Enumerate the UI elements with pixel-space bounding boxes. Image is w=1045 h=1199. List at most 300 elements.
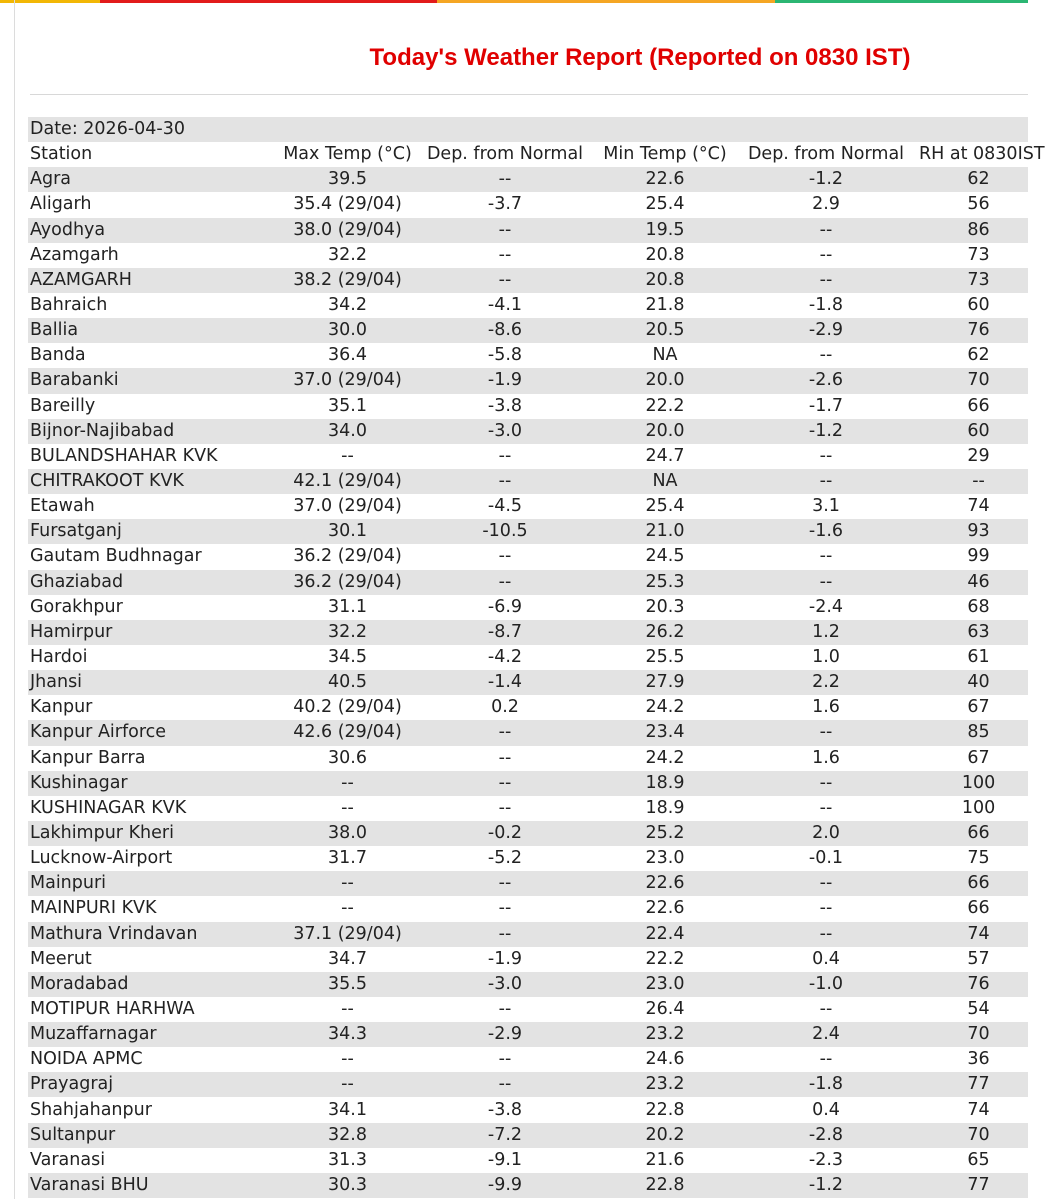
- table-row: [28, 720, 1028, 745]
- station-name: Moradabad: [28, 972, 270, 997]
- max-temp-departure: --: [425, 544, 585, 569]
- table-row: [28, 218, 1028, 243]
- station-name: Etawah: [28, 494, 270, 519]
- max-temp-departure: --: [425, 167, 585, 192]
- relative-humidity: 66: [907, 896, 1028, 921]
- station-name: Fursatganj: [28, 519, 270, 544]
- station-name: CHITRAKOOT KVK: [28, 469, 270, 494]
- min-temp: 27.9: [585, 670, 745, 695]
- relative-humidity: 40: [907, 670, 1028, 695]
- min-temp-departure: -1.8: [745, 293, 907, 318]
- relative-humidity: --: [907, 469, 1028, 494]
- report-title: Today's Weather Report (Reported on 0830 IST): [369, 44, 911, 71]
- min-temp: 25.4: [585, 192, 745, 217]
- table-row: [28, 846, 1028, 871]
- station-name: Gorakhpur: [28, 595, 270, 620]
- station-name: BULANDSHAHAR KVK: [28, 444, 270, 469]
- station-name: Sultanpur: [28, 1123, 270, 1148]
- max-temp-departure: -1.4: [425, 670, 585, 695]
- min-temp-departure: 2.4: [745, 1022, 907, 1047]
- max-temp-departure: --: [425, 997, 585, 1022]
- max-temp-departure: -3.8: [425, 1097, 585, 1122]
- max-temp: 32.2: [270, 620, 425, 645]
- table-row: [28, 620, 1028, 645]
- station-name: Aligarh: [28, 192, 270, 217]
- table-row: [28, 947, 1028, 972]
- station-name: Bijnor-Najibabad: [28, 419, 270, 444]
- min-temp: 24.5: [585, 544, 745, 569]
- table-row: [28, 922, 1028, 947]
- table-row: [28, 192, 1028, 217]
- station-name: Agra: [28, 167, 270, 192]
- table-row: [28, 1047, 1028, 1072]
- max-temp-departure: -3.7: [425, 192, 585, 217]
- table-row: [28, 796, 1028, 821]
- max-temp-departure: -4.5: [425, 494, 585, 519]
- max-temp: 34.3: [270, 1022, 425, 1047]
- table-row: [28, 343, 1028, 368]
- min-temp-departure: 1.2: [745, 620, 907, 645]
- column-header-station: Station: [28, 142, 270, 167]
- relative-humidity: 67: [907, 746, 1028, 771]
- relative-humidity: 61: [907, 645, 1028, 670]
- min-temp: 23.0: [585, 972, 745, 997]
- table-row: [28, 519, 1028, 544]
- max-temp: --: [270, 444, 425, 469]
- min-temp: 24.2: [585, 746, 745, 771]
- station-name: Bareilly: [28, 394, 270, 419]
- min-temp: 22.6: [585, 896, 745, 921]
- min-temp-departure: --: [745, 444, 907, 469]
- table-row: [28, 469, 1028, 494]
- station-name: Varanasi: [28, 1148, 270, 1173]
- min-temp-departure: --: [745, 771, 907, 796]
- max-temp-departure: -0.2: [425, 821, 585, 846]
- max-temp: --: [270, 1072, 425, 1097]
- max-temp-departure: -8.7: [425, 620, 585, 645]
- relative-humidity: 100: [907, 771, 1028, 796]
- station-name: Ballia: [28, 318, 270, 343]
- table-row: [28, 595, 1028, 620]
- max-temp: 34.5: [270, 645, 425, 670]
- max-temp-departure: -1.9: [425, 947, 585, 972]
- table-row: [28, 544, 1028, 569]
- max-temp-departure: -9.9: [425, 1173, 585, 1198]
- station-name: AZAMGARH: [28, 268, 270, 293]
- left-border-line: [14, 0, 15, 1199]
- table-row: [28, 243, 1028, 268]
- relative-humidity: 70: [907, 1022, 1028, 1047]
- min-temp: 22.2: [585, 947, 745, 972]
- max-temp: --: [270, 796, 425, 821]
- max-temp: 34.7: [270, 947, 425, 972]
- relative-humidity: 46: [907, 570, 1028, 595]
- min-temp: 23.0: [585, 846, 745, 871]
- max-temp: 31.7: [270, 846, 425, 871]
- min-temp-departure: 3.1: [745, 494, 907, 519]
- station-name: KUSHINAGAR KVK: [28, 796, 270, 821]
- max-temp: 32.2: [270, 243, 425, 268]
- min-temp: 20.8: [585, 268, 745, 293]
- max-temp: 30.0: [270, 318, 425, 343]
- min-temp: NA: [585, 469, 745, 494]
- table-row: [28, 871, 1028, 896]
- station-name: Mainpuri: [28, 871, 270, 896]
- max-temp: 30.3: [270, 1173, 425, 1198]
- min-temp: 24.2: [585, 695, 745, 720]
- relative-humidity: 86: [907, 218, 1028, 243]
- table-row: [28, 821, 1028, 846]
- station-name: Varanasi BHU: [28, 1173, 270, 1198]
- min-temp: 26.2: [585, 620, 745, 645]
- max-temp-departure: -3.8: [425, 394, 585, 419]
- relative-humidity: 36: [907, 1047, 1028, 1072]
- stripe-segment-orange: [437, 0, 775, 3]
- min-temp-departure: 2.2: [745, 670, 907, 695]
- max-temp-departure: -6.9: [425, 595, 585, 620]
- table-row: [28, 1148, 1028, 1173]
- table-row: [28, 771, 1028, 796]
- max-temp: 36.2 (29/04): [270, 570, 425, 595]
- min-temp-departure: -0.1: [745, 846, 907, 871]
- relative-humidity: 62: [907, 343, 1028, 368]
- relative-humidity: 66: [907, 871, 1028, 896]
- weather-report-table: [28, 117, 1045, 1198]
- min-temp: 26.4: [585, 997, 745, 1022]
- min-temp: 22.6: [585, 871, 745, 896]
- max-temp-departure: --: [425, 922, 585, 947]
- table-row: [28, 318, 1028, 343]
- station-name: Ghaziabad: [28, 570, 270, 595]
- max-temp-departure: --: [425, 1072, 585, 1097]
- relative-humidity: 77: [907, 1173, 1028, 1198]
- table-header-row: [28, 142, 1028, 167]
- min-temp-departure: --: [745, 871, 907, 896]
- date-row: [28, 117, 1028, 142]
- relative-humidity: 100: [907, 796, 1028, 821]
- relative-humidity: 76: [907, 318, 1028, 343]
- table-row: [28, 494, 1028, 519]
- max-temp: 37.0 (29/04): [270, 494, 425, 519]
- relative-humidity: 66: [907, 821, 1028, 846]
- max-temp: 35.1: [270, 394, 425, 419]
- table-row: [28, 1123, 1028, 1148]
- max-temp-departure: -4.1: [425, 293, 585, 318]
- min-temp-departure: 1.0: [745, 645, 907, 670]
- max-temp: 39.5: [270, 167, 425, 192]
- min-temp: 20.8: [585, 243, 745, 268]
- max-temp: 42.1 (29/04): [270, 469, 425, 494]
- min-temp-departure: -2.8: [745, 1123, 907, 1148]
- station-name: Hamirpur: [28, 620, 270, 645]
- stripe-segment-red: [100, 0, 437, 3]
- max-temp-departure: --: [425, 796, 585, 821]
- table-row: [28, 293, 1028, 318]
- min-temp: 25.5: [585, 645, 745, 670]
- relative-humidity: 62: [907, 167, 1028, 192]
- max-temp-departure: --: [425, 1047, 585, 1072]
- min-temp-departure: 2.9: [745, 192, 907, 217]
- min-temp: 25.2: [585, 821, 745, 846]
- min-temp-departure: 0.4: [745, 947, 907, 972]
- relative-humidity: 68: [907, 595, 1028, 620]
- max-temp-departure: --: [425, 771, 585, 796]
- relative-humidity: 54: [907, 997, 1028, 1022]
- min-temp: 21.8: [585, 293, 745, 318]
- relative-humidity: 74: [907, 1097, 1028, 1122]
- max-temp-departure: -2.9: [425, 1022, 585, 1047]
- min-temp: 18.9: [585, 796, 745, 821]
- max-temp: 40.5: [270, 670, 425, 695]
- min-temp-departure: --: [745, 1047, 907, 1072]
- min-temp-departure: 1.6: [745, 746, 907, 771]
- max-temp: 34.0: [270, 419, 425, 444]
- max-temp-departure: --: [425, 218, 585, 243]
- min-temp-departure: --: [745, 796, 907, 821]
- station-name: Barabanki: [28, 368, 270, 393]
- station-name: Kushinagar: [28, 771, 270, 796]
- min-temp: 24.7: [585, 444, 745, 469]
- min-temp-departure: --: [745, 720, 907, 745]
- min-temp-departure: -1.8: [745, 1072, 907, 1097]
- min-temp: 22.6: [585, 167, 745, 192]
- weather-table-body: [28, 117, 1045, 1198]
- max-temp: 38.0: [270, 821, 425, 846]
- min-temp: 21.0: [585, 519, 745, 544]
- max-temp-departure: --: [425, 444, 585, 469]
- station-name: Prayagraj: [28, 1072, 270, 1097]
- max-temp-departure: -10.5: [425, 519, 585, 544]
- min-temp-departure: 2.0: [745, 821, 907, 846]
- station-name: Hardoi: [28, 645, 270, 670]
- table-row: [28, 670, 1028, 695]
- stripe-segment-yellow: [0, 0, 100, 3]
- station-name: Gautam Budhnagar: [28, 544, 270, 569]
- min-temp: 23.2: [585, 1072, 745, 1097]
- min-temp: 20.5: [585, 318, 745, 343]
- table-row: [28, 972, 1028, 997]
- relative-humidity: 73: [907, 243, 1028, 268]
- relative-humidity: 70: [907, 1123, 1028, 1148]
- table-row: [28, 394, 1028, 419]
- table-row: [28, 695, 1028, 720]
- max-temp-departure: -7.2: [425, 1123, 585, 1148]
- table-row: [28, 167, 1028, 192]
- min-temp: 22.8: [585, 1173, 745, 1198]
- station-name: NOIDA APMC: [28, 1047, 270, 1072]
- station-name: Bahraich: [28, 293, 270, 318]
- max-temp: 35.4 (29/04): [270, 192, 425, 217]
- max-temp: 34.1: [270, 1097, 425, 1122]
- column-header-min-temp: Min Temp (°C): [585, 142, 745, 167]
- min-temp: 19.5: [585, 218, 745, 243]
- table-row: [28, 444, 1028, 469]
- min-temp: 23.2: [585, 1022, 745, 1047]
- max-temp: 32.8: [270, 1123, 425, 1148]
- min-temp: 25.3: [585, 570, 745, 595]
- max-temp-departure: --: [425, 871, 585, 896]
- relative-humidity: 75: [907, 846, 1028, 871]
- max-temp: --: [270, 871, 425, 896]
- table-row: [28, 570, 1028, 595]
- min-temp: 22.8: [585, 1097, 745, 1122]
- station-name: MOTIPUR HARHWA: [28, 997, 270, 1022]
- report-date: Date: 2026-04-30: [28, 117, 1028, 142]
- min-temp-departure: --: [745, 469, 907, 494]
- station-name: Kanpur Airforce: [28, 720, 270, 745]
- min-temp-departure: -2.4: [745, 595, 907, 620]
- top-color-stripe: [0, 0, 1028, 3]
- station-name: Lakhimpur Kheri: [28, 821, 270, 846]
- station-name: Mathura Vrindavan: [28, 922, 270, 947]
- max-temp: --: [270, 997, 425, 1022]
- max-temp: 31.1: [270, 595, 425, 620]
- table-row: [28, 368, 1028, 393]
- table-row: [28, 1072, 1028, 1097]
- max-temp-departure: --: [425, 243, 585, 268]
- max-temp: 36.4: [270, 343, 425, 368]
- min-temp: 23.4: [585, 720, 745, 745]
- max-temp: --: [270, 896, 425, 921]
- min-temp: 24.6: [585, 1047, 745, 1072]
- max-temp: 36.2 (29/04): [270, 544, 425, 569]
- max-temp: 35.5: [270, 972, 425, 997]
- table-row: [28, 1022, 1028, 1047]
- max-temp-departure: -8.6: [425, 318, 585, 343]
- relative-humidity: 77: [907, 1072, 1028, 1097]
- min-temp-departure: -2.9: [745, 318, 907, 343]
- max-temp: 42.6 (29/04): [270, 720, 425, 745]
- max-temp: 37.0 (29/04): [270, 368, 425, 393]
- relative-humidity: 76: [907, 972, 1028, 997]
- min-temp-departure: --: [745, 544, 907, 569]
- max-temp-departure: -3.0: [425, 419, 585, 444]
- max-temp: 37.1 (29/04): [270, 922, 425, 947]
- column-header-max-dep: Dep. from Normal: [425, 142, 585, 167]
- table-row: [28, 419, 1028, 444]
- table-row: [28, 997, 1028, 1022]
- relative-humidity: 70: [907, 368, 1028, 393]
- relative-humidity: 66: [907, 394, 1028, 419]
- max-temp: 34.2: [270, 293, 425, 318]
- max-temp: 38.0 (29/04): [270, 218, 425, 243]
- station-name: Meerut: [28, 947, 270, 972]
- min-temp: NA: [585, 343, 745, 368]
- max-temp-departure: --: [425, 268, 585, 293]
- station-name: Banda: [28, 343, 270, 368]
- max-temp-departure: -9.1: [425, 1148, 585, 1173]
- min-temp-departure: 0.4: [745, 1097, 907, 1122]
- station-name: Azamgarh: [28, 243, 270, 268]
- min-temp-departure: --: [745, 570, 907, 595]
- min-temp: 25.4: [585, 494, 745, 519]
- max-temp-departure: --: [425, 570, 585, 595]
- max-temp-departure: 0.2: [425, 695, 585, 720]
- min-temp-departure: --: [745, 243, 907, 268]
- relative-humidity: 65: [907, 1148, 1028, 1173]
- min-temp-departure: -1.2: [745, 167, 907, 192]
- station-name: Lucknow-Airport: [28, 846, 270, 871]
- min-temp: 22.4: [585, 922, 745, 947]
- min-temp: 20.0: [585, 419, 745, 444]
- station-name: Kanpur: [28, 695, 270, 720]
- max-temp-departure: --: [425, 746, 585, 771]
- max-temp: --: [270, 1047, 425, 1072]
- max-temp-departure: --: [425, 896, 585, 921]
- column-header-max-temp: Max Temp (°C): [270, 142, 425, 167]
- min-temp-departure: --: [745, 343, 907, 368]
- relative-humidity: 74: [907, 494, 1028, 519]
- min-temp-departure: --: [745, 268, 907, 293]
- min-temp-departure: -1.0: [745, 972, 907, 997]
- max-temp-departure: -5.2: [425, 846, 585, 871]
- min-temp: 20.0: [585, 368, 745, 393]
- min-temp-departure: -1.6: [745, 519, 907, 544]
- relative-humidity: 73: [907, 268, 1028, 293]
- max-temp-departure: -4.2: [425, 645, 585, 670]
- title-divider: [30, 94, 1028, 95]
- relative-humidity: 57: [907, 947, 1028, 972]
- stripe-segment-green: [775, 0, 1028, 3]
- station-name: Muzaffarnagar: [28, 1022, 270, 1047]
- table-row: [28, 645, 1028, 670]
- min-temp-departure: --: [745, 922, 907, 947]
- max-temp: 38.2 (29/04): [270, 268, 425, 293]
- max-temp-departure: -5.8: [425, 343, 585, 368]
- min-temp-departure: -2.3: [745, 1148, 907, 1173]
- table-row: [28, 1173, 1028, 1198]
- relative-humidity: 63: [907, 620, 1028, 645]
- min-temp-departure: --: [745, 997, 907, 1022]
- max-temp: 40.2 (29/04): [270, 695, 425, 720]
- relative-humidity: 99: [907, 544, 1028, 569]
- station-name: Jhansi: [28, 670, 270, 695]
- relative-humidity: 67: [907, 695, 1028, 720]
- min-temp: 20.2: [585, 1123, 745, 1148]
- relative-humidity: 93: [907, 519, 1028, 544]
- station-name: MAINPURI KVK: [28, 896, 270, 921]
- min-temp-departure: -1.2: [745, 1173, 907, 1198]
- column-header-rh: RH at 0830IST: [907, 142, 1028, 167]
- min-temp: 22.2: [585, 394, 745, 419]
- min-temp-departure: -2.6: [745, 368, 907, 393]
- station-name: Kanpur Barra: [28, 746, 270, 771]
- max-temp-departure: --: [425, 720, 585, 745]
- relative-humidity: 85: [907, 720, 1028, 745]
- max-temp-departure: -1.9: [425, 368, 585, 393]
- min-temp: 20.3: [585, 595, 745, 620]
- table-row: [28, 896, 1028, 921]
- table-row: [28, 746, 1028, 771]
- min-temp-departure: -1.2: [745, 419, 907, 444]
- max-temp: --: [270, 771, 425, 796]
- min-temp-departure: --: [745, 896, 907, 921]
- min-temp: 21.6: [585, 1148, 745, 1173]
- min-temp-departure: 1.6: [745, 695, 907, 720]
- relative-humidity: 74: [907, 922, 1028, 947]
- max-temp: 30.6: [270, 746, 425, 771]
- table-row: [28, 268, 1028, 293]
- max-temp: 30.1: [270, 519, 425, 544]
- max-temp-departure: --: [425, 469, 585, 494]
- relative-humidity: 56: [907, 192, 1028, 217]
- relative-humidity: 29: [907, 444, 1028, 469]
- min-temp: 18.9: [585, 771, 745, 796]
- column-header-min-dep: Dep. from Normal: [745, 142, 907, 167]
- min-temp-departure: --: [745, 218, 907, 243]
- min-temp-departure: -1.7: [745, 394, 907, 419]
- station-name: Ayodhya: [28, 218, 270, 243]
